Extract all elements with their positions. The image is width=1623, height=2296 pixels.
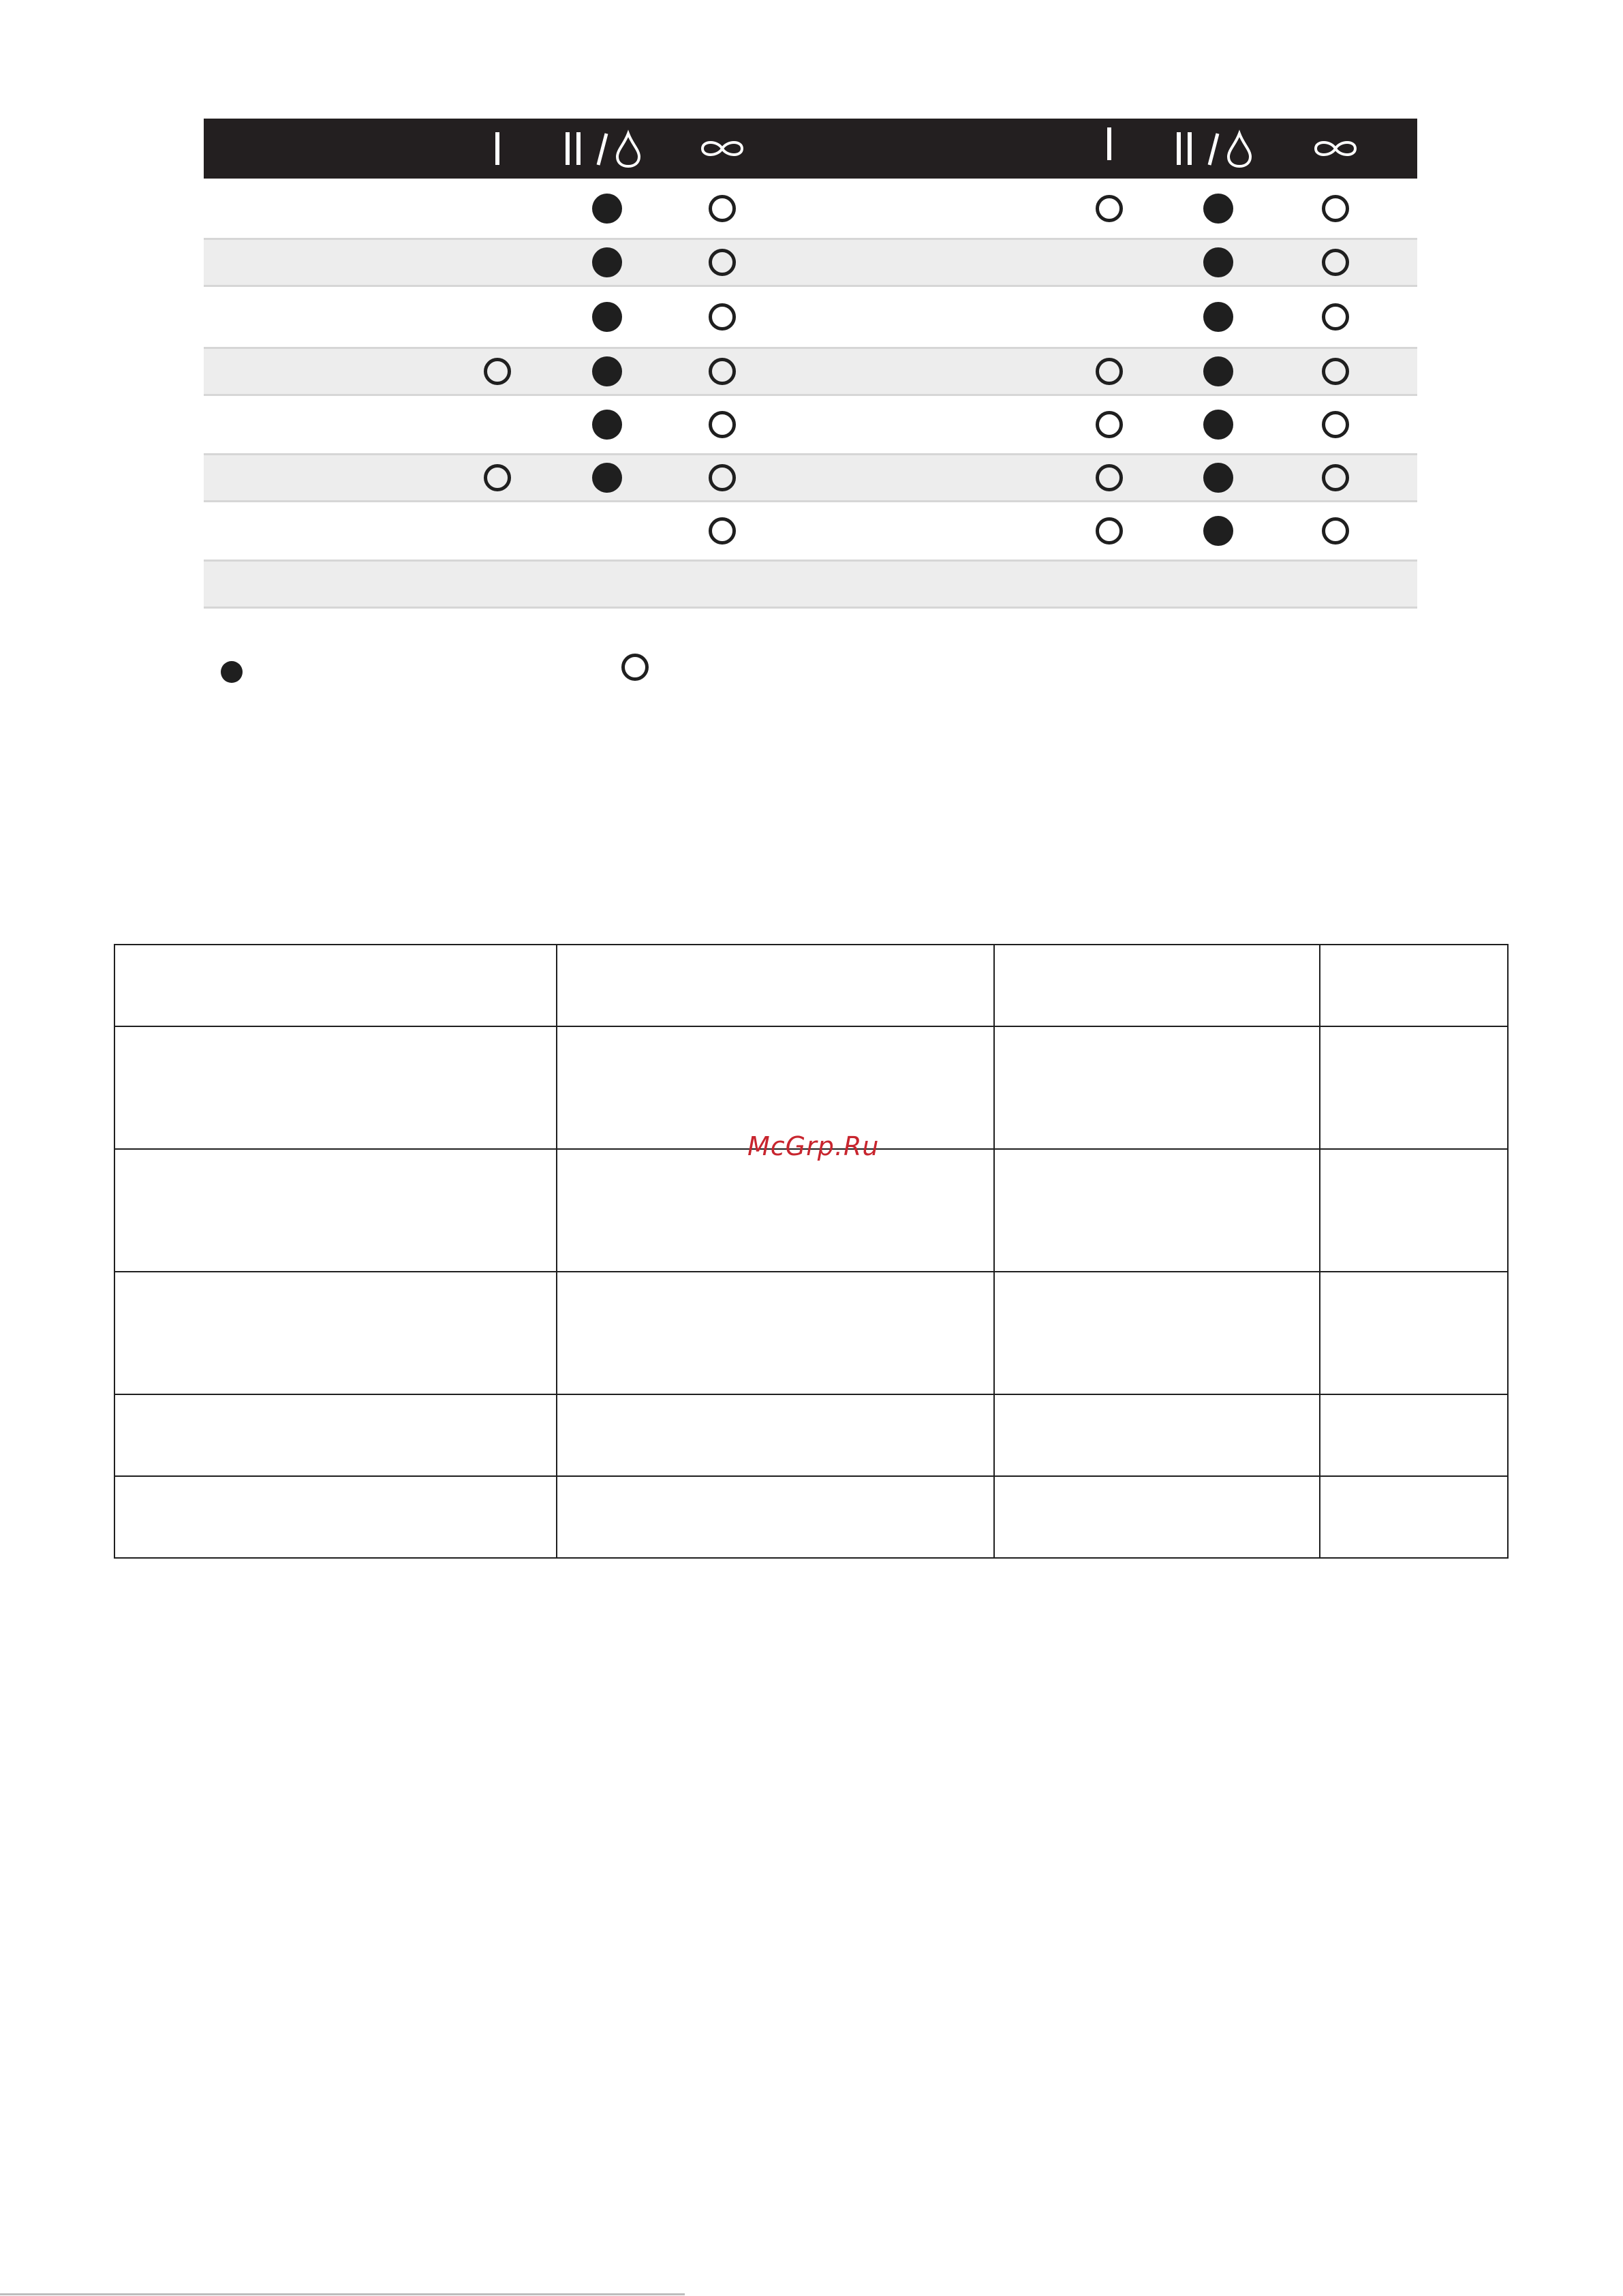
filled-circle-icon: [1203, 410, 1233, 440]
table-cell: [557, 1394, 994, 1476]
filled-circle-icon: [592, 356, 622, 386]
open-circle-icon: [1322, 358, 1349, 385]
table-cell: [114, 1149, 557, 1272]
open-circle-icon: [1322, 411, 1349, 438]
open-circle-icon: [484, 358, 511, 385]
empty-grid-table: [114, 944, 1509, 1559]
filled-circle-icon: [592, 410, 622, 440]
open-circle-icon: [1322, 249, 1349, 276]
open-circle-icon: [1096, 411, 1123, 438]
open-circle-icon: [1096, 358, 1123, 385]
filled-circle-icon: [592, 194, 622, 224]
filled-circle-icon: [1203, 247, 1233, 277]
table-row: [114, 1272, 1508, 1394]
table-row: [114, 1476, 1508, 1558]
filled-circle-icon: [592, 463, 622, 493]
table-cell: [557, 1026, 994, 1149]
table-cell: [557, 945, 994, 1026]
legend-open-circle-icon: [621, 654, 649, 681]
settings-table-header: [204, 119, 1417, 179]
watermark: McGrp.Ru: [747, 1131, 880, 1161]
open-circle-icon: [1096, 195, 1123, 222]
filled-circle-icon: [592, 302, 622, 332]
filled-circle-icon: [1203, 302, 1233, 332]
table-cell: [557, 1272, 994, 1394]
settings-row: [204, 179, 1417, 238]
table-row: [114, 1026, 1508, 1149]
open-circle-icon: [709, 249, 736, 276]
filled-circle-icon: [1203, 463, 1233, 493]
table-cell: [557, 1149, 994, 1272]
settings-row: [204, 347, 1417, 396]
table-cell: [1320, 1394, 1508, 1476]
filled-circle-icon: [1203, 194, 1233, 224]
open-circle-icon: [1322, 303, 1349, 331]
settings-row: [204, 453, 1417, 502]
footer-divider: [0, 2293, 685, 2295]
legend-filled-circle-icon: [221, 661, 243, 683]
open-circle-icon: [1096, 517, 1123, 545]
settings-row: [204, 238, 1417, 287]
table-cell: [1320, 1476, 1508, 1558]
power-level-2-drop-icon: [1174, 128, 1263, 169]
open-circle-icon: [709, 464, 736, 491]
power-level-2-drop-icon: [563, 128, 651, 169]
table-cell: [1320, 1272, 1508, 1394]
open-circle-icon: [1322, 195, 1349, 222]
table-row: [114, 1149, 1508, 1272]
table-cell: [994, 1272, 1320, 1394]
open-circle-icon: [1322, 464, 1349, 491]
power-level-1-icon: [491, 129, 504, 168]
table-cell: [994, 1476, 1320, 1558]
table-cell: [114, 1026, 557, 1149]
table-row: [114, 945, 1508, 1026]
table-cell: [1320, 945, 1508, 1026]
settings-row: [204, 560, 1417, 609]
table-cell: [114, 1476, 557, 1558]
infinity-icon: [698, 135, 746, 162]
settings-table: [204, 119, 1417, 609]
settings-table-body: [204, 179, 1417, 609]
table-cell: [994, 945, 1320, 1026]
open-circle-icon: [709, 303, 736, 331]
table-cell: [114, 945, 557, 1026]
filled-circle-icon: [1203, 356, 1233, 386]
table-cell: [994, 1394, 1320, 1476]
table-cell: [114, 1272, 557, 1394]
filled-circle-icon: [1203, 516, 1233, 546]
settings-row: [204, 502, 1417, 560]
open-circle-icon: [709, 195, 736, 222]
table-cell: [994, 1026, 1320, 1149]
open-circle-icon: [1322, 517, 1349, 545]
filled-circle-icon: [592, 247, 622, 277]
open-circle-icon: [709, 358, 736, 385]
table-cell: [994, 1149, 1320, 1272]
table-cell: [114, 1394, 557, 1476]
open-circle-icon: [709, 517, 736, 545]
infinity-icon: [1312, 135, 1359, 162]
settings-row: [204, 396, 1417, 453]
power-level-1-icon: [1102, 125, 1116, 163]
table-cell: [557, 1476, 994, 1558]
open-circle-icon: [484, 464, 511, 491]
open-circle-icon: [1096, 464, 1123, 491]
table-cell: [1320, 1026, 1508, 1149]
table-cell: [1320, 1149, 1508, 1272]
open-circle-icon: [709, 411, 736, 438]
table-row: [114, 1394, 1508, 1476]
settings-row: [204, 287, 1417, 347]
